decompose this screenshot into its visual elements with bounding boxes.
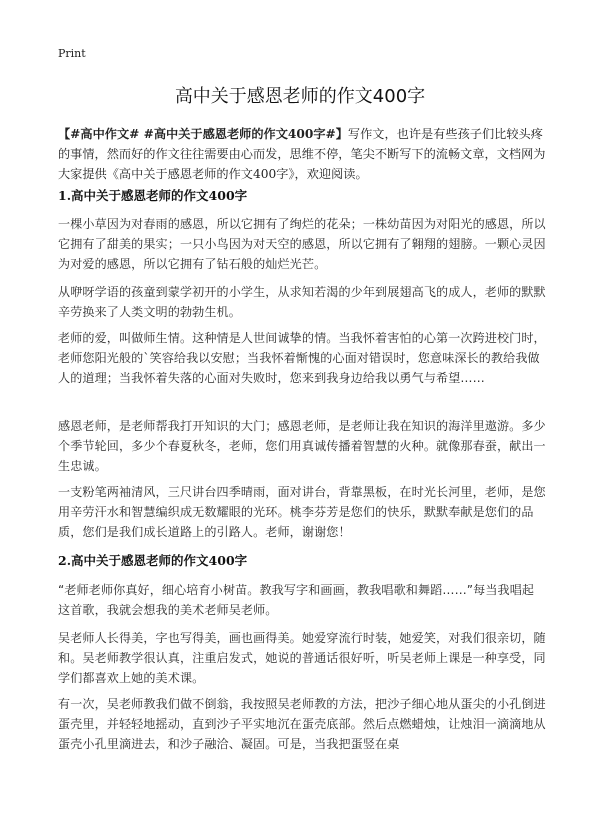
intro-tag: 【#高中作文# #高中关于感恩老师的作文400字#】 [58,127,348,141]
print-label[interactable]: Print [58,47,86,60]
section-heading-2: 2.高中关于感恩老师的作文400字 [58,553,248,568]
paragraph: 老师的爱，叫做师生情。这种情是人世间诚挚的情。当我怀着害怕的心第一次跨进校门时，老师您阳光般的`笑容给我以安慰；当我怀着惭愧的心面对错误时，您意味深长的教给我做人的道理；当我怀着失落的心面对失败时，您来到我身边给我以勇气与希望…… [58,331,546,385]
paragraph: “老师老师你真好，细心培育小树苗。教我写字和画画，教我唱歌和舞蹈……”每当我唱起这首歌，我就会想我的美术老师吴老师。 [58,583,535,617]
paragraph: 一棵小草因为对春雨的感恩，所以它拥有了绚烂的花朵；一株幼苗因为对阳光的感恩，所以它拥有了甜美的果实；一只小鸟因为对天空的感恩，所以它拥有了翱翔的翅膀。一颗心灵因为对爱的感恩，所以它拥有了钻石般的灿烂光芒。 [58,217,546,271]
paragraph: 一支粉笔两袖清风，三尺讲台四季晴雨，面对讲台，背靠黑板，在时光长河里，老师，是您用辛劳汗水和智慧编织成无数耀眼的光环。桃李芬芳是您们的快乐，默默奉献是您们的品质，您们是我们成长道路上的引路人。老师，谢谢您！ [58,485,546,539]
paragraph: 有一次，吴老师教我们做不倒翁，我按照吴老师教的方法，把沙子细心地从蛋尖的小孔倒进蛋壳里，并轻轻地摇动，直到沙子平实地沉在蛋壳底部。然后点燃蜡烛，让烛泪一滴滴地从蛋壳小孔里滴进去，和沙子融洽、凝固。可是，当我把蛋竖在桌 [58,697,546,751]
paragraph: 从咿呀学语的孩童到蒙学初开的小学生，从求知若渴的少年到展翅高飞的成人，老师的默默辛劳换来了人类文明的勃勃生机。 [58,285,546,319]
intro-text: 写作文，也许是有些孩子们比较头疼的事情，然而好的作文往往需要由心而发，思维不停，笔尖不断写下的流畅文章，文档网为大家提供《高中关于感恩老师的作文400字》，欢迎阅读。 [58,127,546,181]
page-title: 高中关于感恩老师的作文400字 [174,86,426,107]
intro-paragraph [58,124,548,184]
paragraph: 吴老师人长得美，字也写得美，画也画得美。她爱穿流行时装，她爱笑，对我们很亲切，随和。吴老师教学很认真，注重启发式，她说的普通话很好听，听吴老师上课是一种享受，同学们都喜欢上她的美术课。 [58,631,546,685]
section-heading-1: 1.高中关于感恩老师的作文400字 [58,188,248,203]
paragraph: 感恩老师，是老师帮我打开知识的大门；感恩老师，是老师让我在知识的海洋里遨游。多少个季节轮回，多少个春夏秋冬，老师，您们用真诚传播着智慧的火种。就像那春蚕，献出一生忠诚。 [58,419,546,473]
